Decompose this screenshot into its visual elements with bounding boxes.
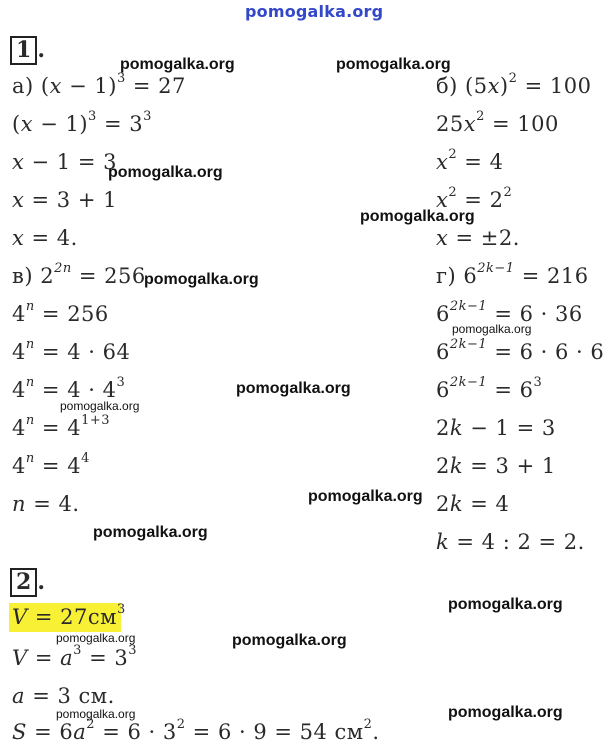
- part-b-line-2: $25x^2 = 100$: [436, 109, 559, 136]
- part-d-line-2: $6^{2k-1} = 6 \cdot 36$: [436, 299, 583, 326]
- problem-1-number: 1 .: [10, 36, 45, 65]
- watermark: pomogalka.org: [120, 56, 235, 73]
- part-c-line-4: $4^n = 4 \cdot 4^3$: [12, 375, 126, 402]
- watermark: pomogalka.org: [93, 524, 208, 541]
- part-a-line-3: x − 1 = 3: [12, 150, 117, 174]
- part-b-line-1: б) $(5x)^2 = 100$: [436, 71, 592, 98]
- part-c-line-5: $4^n = 4^{1+3}$: [12, 413, 110, 440]
- part-c-line-2: $4^n = 256$: [12, 299, 109, 326]
- watermark: pomogalka.org: [56, 707, 136, 721]
- watermark: pomogalka.org: [448, 704, 563, 721]
- part-d-line-4: $6^{2k-1} = 6^3$: [436, 375, 543, 402]
- header-watermark-link[interactable]: pomogalka.org: [245, 2, 384, 21]
- part-b-line-3: $x^2 = 4$: [436, 147, 504, 174]
- problem2-line-3: a = 3 см.: [12, 684, 115, 708]
- part-c-line-3: $4^n = 4 \cdot 64$: [12, 337, 131, 364]
- watermark: pomogalka.org: [360, 208, 475, 225]
- part-d-line-5: 2k − 1 = 3: [436, 416, 556, 440]
- part-d-line-1: г) $6^{2k-1} = 216$: [436, 261, 589, 288]
- watermark: pomogalka.org: [56, 631, 136, 645]
- watermark: pomogalka.org: [448, 596, 563, 613]
- part-b-line-5: x = ±2.: [436, 226, 520, 250]
- watermark: pomogalka.org: [308, 488, 423, 505]
- part-b-line-4: $x^2 = 2^2$: [436, 185, 513, 212]
- watermark: pomogalka.org: [232, 632, 347, 649]
- part-c-line-7: n = 4.: [12, 492, 80, 516]
- part-d-line-8: k = 4 : 2 = 2.: [436, 530, 585, 554]
- part-a-line-2: $(x - 1)^3 = 3^3$: [12, 109, 152, 136]
- problem2-line-4: $S = 6a^2 = 6 \cdot 3^2 = 6 \cdot 9 = 54$ $см^2$.: [12, 717, 380, 744]
- part-a-line-4: x = 3 + 1: [12, 188, 117, 212]
- part-d-line-7: 2k = 4: [436, 492, 510, 516]
- problem2-line-2: $V = a^3 = 3^3$: [12, 643, 138, 670]
- part-d-line-6: 2k = 3 + 1: [436, 454, 556, 478]
- watermark: pomogalka.org: [336, 56, 451, 73]
- watermark: pomogalka.org: [108, 164, 223, 181]
- part-a-line-5: x = 4.: [12, 226, 78, 250]
- problem2-line-1: $V = 27см^3$: [12, 602, 126, 629]
- part-c-line-1: в) $2^{2n} = 256$: [12, 261, 146, 288]
- watermark: pomogalka.org: [452, 322, 532, 336]
- problem-2-number: 2 .: [10, 568, 45, 597]
- part-a-line-1: а) $(x - 1)^3 = 27$: [12, 71, 186, 98]
- part-c-line-6: $4^n = 4^4$: [12, 451, 90, 478]
- watermark: pomogalka.org: [60, 399, 140, 413]
- watermark: pomogalka.org: [144, 271, 259, 288]
- part-d-line-3: $6^{2k-1} = 6 \cdot 6 \cdot 6$: [436, 337, 605, 364]
- watermark: pomogalka.org: [236, 380, 351, 397]
